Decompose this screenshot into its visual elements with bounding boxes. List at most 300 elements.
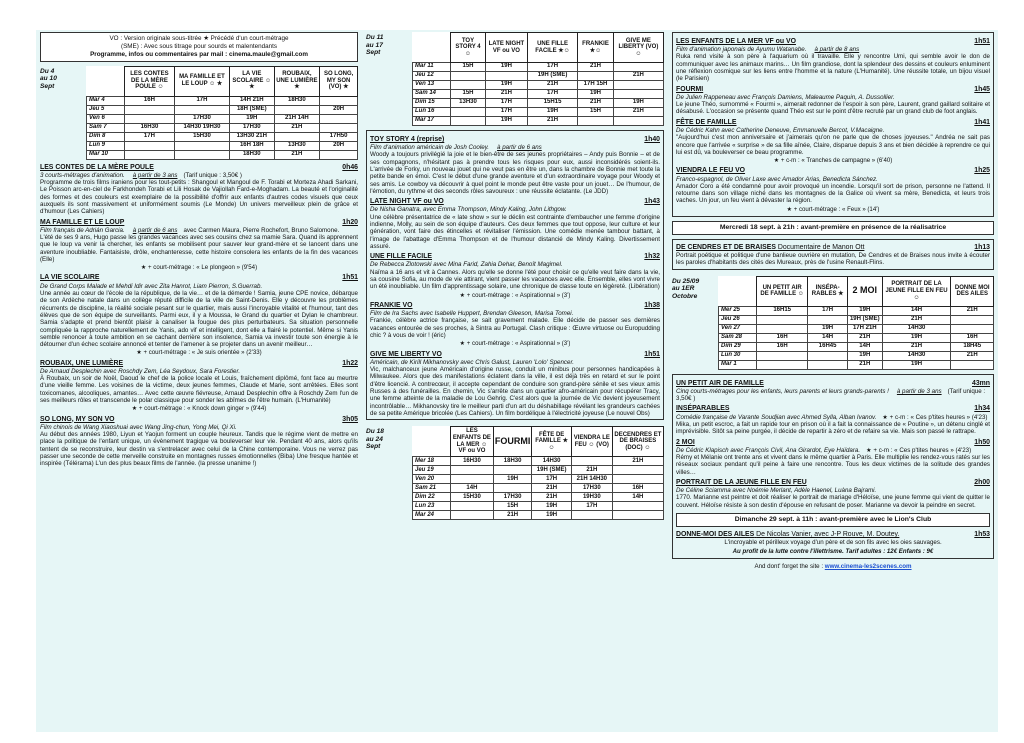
film-title: FRANKIE VO xyxy=(370,301,413,309)
showtime-cell: 20H xyxy=(320,105,358,114)
website-link[interactable]: www.cinema-les2scenes.com xyxy=(824,562,912,570)
legend-box xyxy=(40,32,358,62)
showtime-cell: 13H30 xyxy=(451,99,486,108)
day-cell: Sam 28 xyxy=(719,333,757,342)
film-duration: 43mn xyxy=(971,379,990,387)
film-extra: (Tarif unique : 3,50€ ) xyxy=(183,171,242,179)
showtime-cell xyxy=(274,132,320,141)
film-column-header: GIVE ME LIBERTY (VO) ☺ xyxy=(613,33,663,63)
showtime-cell xyxy=(613,81,663,90)
film-entry xyxy=(40,274,358,356)
film-duration: 1h32 xyxy=(644,253,660,261)
film-description: Amador Coro a été condamné pour avoir provoqué un incendie. Lorsqu'il sort de prison, personne ne l'attend. Il retourne dans son village niché dans les montagnes de la Galice où vivent sa mère, Benedicta, et leurs trois vaches. Un jour, un feu vient à dévaster la région. xyxy=(676,182,990,205)
film-subtitle: Film français de Adrián Garcia. xyxy=(40,226,125,234)
showtime-cell: 16H xyxy=(757,333,808,342)
film-credits xyxy=(40,424,358,431)
showtime-cell: 19H xyxy=(230,114,275,123)
showtime-cell: 14H30 xyxy=(532,457,571,466)
films-box-middle xyxy=(366,130,664,420)
film-header xyxy=(676,167,990,175)
film-description: L'incroyable et périlleux voyage d'un père et de son fils avec les oies sauvages. xyxy=(724,539,942,547)
day-cell: Sam 21 xyxy=(413,484,451,493)
film-header xyxy=(676,380,990,388)
film-column-header: LES CONTES DE LA MÈRE POULE ☺ xyxy=(125,66,175,96)
schedule-row xyxy=(413,466,664,475)
film-description: Programme de trois films iraniens pour les tout-petits : Shangoul et Mangoul de F. Torabi et Morteza Ahadi Sarkani, Le Poisson arc-en-ciel de Farkhondeh Torabi et Lili Hosak de Vajiollah Fard-e-Moghadam. La beauté et l'originalité des formes et des couleurs est exemplaire de la possibilité d'offrir aux enfants d'autres codes visuels que ceux auxquels ils sont massivement et uniformément soumis (Le Monde) Un univers merveilleux plein de grâce et d'humour (Les Cahiers) xyxy=(40,179,358,216)
schedule-row xyxy=(719,360,994,369)
footer xyxy=(672,563,994,570)
film-entry xyxy=(370,253,660,299)
showtime-cell: 21H xyxy=(847,333,882,342)
film-duration: 1h50 xyxy=(974,438,990,446)
showtime-cell xyxy=(451,81,486,90)
schedule-week-3 xyxy=(366,426,664,520)
showtime-cell: 15H30 xyxy=(174,132,229,141)
showtime-cell: 14H 21H xyxy=(230,96,275,105)
film-column-header: MA FAMILLE ET LE LOUP ☺ ★ xyxy=(174,66,229,96)
schedule-row xyxy=(413,457,664,466)
day-cell: Mar 1 xyxy=(719,360,757,369)
film-column-header: FÊTE DE FAMILLE ★☺ xyxy=(532,427,571,457)
schedule-table xyxy=(86,66,358,160)
showtime-cell: 17H50 xyxy=(320,132,358,141)
schedule-row xyxy=(413,484,664,493)
film-title: LES CONTES DE LA MÈRE POULE xyxy=(40,163,154,171)
day-cell: Ven 20 xyxy=(413,475,451,484)
showtime-cell: 21H xyxy=(578,63,614,72)
age-rating: à partir de 6 ans xyxy=(497,144,542,152)
films-box-right-bottom xyxy=(672,374,994,559)
showtime-cell: 16H30 xyxy=(125,123,175,132)
showtime-cell: 16H15 xyxy=(757,306,808,315)
film-extra: ★ + c-m : « Ces p'tites heures » (4'23) xyxy=(866,446,972,454)
film-description: À Roubaix, un soir de Noël, Daoud le chef de la police locale et Louis, fraîchement diplômé, font face au meurtre d'une vieille femme. Les voisines de la victime, deux jeunes femmes, Claude et Marie, sont arrêtées. Elles sont toxicomanes, alcooliques, amantes… Avec cette œuvre fiévreuse, Arnaud Desplechin offre à Roschdy Zem l'un de ses meilleurs rôles et transcende le polar classique pour sonder les abîmes de l'être humain. (L'Humanité) xyxy=(40,375,358,405)
film-description: Le jeune Théo, surnommé « Fourmi », aimerait redonner de l'espoir à son père, Laurent, grand gaillard solitaire et désabusé. L'occasion se présente quand Théo est sur le point d'être recruté par un grand club de foot anglais. xyxy=(676,101,990,116)
film-extra: (Tarif unique : 3,50€ ) xyxy=(676,387,986,403)
film-header xyxy=(40,164,358,172)
showtime-cell: 16H xyxy=(951,333,994,342)
film-header xyxy=(676,119,990,127)
short-film-note: ★ + court-métrage : « Le plongeon » (9'54) xyxy=(140,264,258,272)
showtime-cell xyxy=(451,475,494,484)
showtime-cell: 19H xyxy=(847,351,882,360)
film-credits xyxy=(370,206,660,213)
film-entry xyxy=(370,136,660,195)
film-column-header: PORTRAIT DE LA JEUNE FILLE EN FEU ☺ xyxy=(882,276,951,306)
film-title: TOY STORY 4 (reprise) xyxy=(370,136,445,143)
legend-line-vo: VO : Version originale sous-titrée ★ Précédé d'un court-métrage xyxy=(109,35,289,42)
film-header xyxy=(40,219,358,227)
showtime-cell: 14H xyxy=(612,493,663,502)
film-description: Vic, malchanceux jeune Américain d'origine russe, conduit un minibus pour personnes handicapées à Milwaukee. Alors que des manifestations éclatent dans la ville, il est déjà très en retard et sur le point d'être licencié. A contrecœur, il accepte cependant de conduire son grand-père sénile et ses vieux amis Russes à des funérailles. En chemin, Vic s'arrête dans un quartier afro-américain pour récupérer Tracy, une femme atteinte de la maladie de Lou Gehrig. C'est alors que la journée de Vic devient joyeusement incontrôlable… Mikhanovsky tire le meilleur parti d'un art du déshabillage révélant les grandeurs cachées de sa petite Amérique bricolée (Les Cahiers). Un film bordélique à l'électricité joyeuse (Le nouvel Obs) xyxy=(370,365,660,417)
film-duration: 1h38 xyxy=(644,301,660,309)
schedule-row xyxy=(87,114,358,123)
schedule-row xyxy=(719,315,994,324)
showtime-cell xyxy=(613,63,663,72)
schedule-row xyxy=(87,105,358,114)
showtime-cell: 21H xyxy=(274,123,320,132)
film-duration: 1h20 xyxy=(342,218,358,226)
film-entry xyxy=(40,164,358,216)
film-subtitle: Film d'animation japonais de Ayumu Watanabe. xyxy=(676,46,807,54)
week-label: Du 11 au 17 Sept xyxy=(366,34,384,57)
showtime-cell xyxy=(757,360,808,369)
showtime-cell: 17H xyxy=(486,99,528,108)
film-column-header: UNE FILLE FACILE ★☺ xyxy=(527,33,577,63)
film-description: Mika, un petit escroc, a fait un rapide tour en prison où il a fait la connaissance de « Poutine », un détenu cinglé et imprévisible. Sitôt sa peine purgée, il décide de repartir à zéro et de refaire sa vie. Mais son passé le rattrape. xyxy=(676,420,990,436)
showtime-cell xyxy=(808,360,848,369)
film-duration: 1h45 xyxy=(974,85,990,93)
film-column-header: FOURMI xyxy=(493,427,532,457)
showtime-cell xyxy=(274,105,320,114)
film-header xyxy=(370,351,660,359)
film-subtitle: Franco-espagnol, de Oliver Laxe avec Amador Arias, Benedicta Sánchez. xyxy=(676,175,878,183)
film-description: Frankie, célèbre actrice française, se sait gravement malade. Elle décide de passer ses dernières vacances entourée de ses proches, à Sintra au Portugal. Clash critique : Œuvre virtuose ou Europudding chic ? à vous de voir ! (éric) xyxy=(370,317,660,339)
showtime-cell: 18H30 xyxy=(274,96,320,105)
showtime-cell: 21H xyxy=(882,342,951,351)
age-rating: à partir de 6 ans xyxy=(132,226,178,234)
film-subtitle: 3 courts-métrages d'animation. xyxy=(40,171,125,179)
film-entry xyxy=(676,86,990,116)
showtime-cell xyxy=(451,502,494,511)
film-duration: 1h41 xyxy=(974,118,990,126)
film-subtitle: Comédie française de Varante Soudjian avec Ahmed Sylla, Alban Ivanov. xyxy=(676,413,877,421)
film-entry xyxy=(676,479,990,509)
film-credits xyxy=(40,227,358,234)
day-cell: Dim 29 xyxy=(719,342,757,351)
film-credits xyxy=(370,359,660,366)
showtime-cell: 21H xyxy=(486,90,528,99)
showtime-cell xyxy=(451,466,494,475)
day-cell: Jeu 12 xyxy=(413,72,451,81)
day-cell: Mar 24 xyxy=(413,511,451,520)
film-duration: 1h40 xyxy=(644,136,660,143)
film-subtitle: De Grand Corps Malade et Mehdi Idir avec Zita Hanrot, Liam Pierron, S.Guerrab. xyxy=(40,282,263,290)
week-label: Du 4 au 10 Sept xyxy=(40,67,57,90)
showtime-cell: 19H xyxy=(532,502,571,511)
day-cell: Dim 22 xyxy=(413,493,451,502)
schedule-row xyxy=(719,342,994,351)
showtime-cell: 16H xyxy=(125,96,175,105)
film-column-header: ROUBAIX, UNE LUMIÈRE ★ xyxy=(274,66,320,96)
film-title: DONNE-MOI DES AILES xyxy=(676,531,755,539)
film-subtitle: De Cédric Kahn avec Catherine Deneuve, Emmanuelle Bercot, V.Macaigne. xyxy=(676,126,885,134)
film-list-right-top xyxy=(676,38,990,213)
showtime-cell: 15H xyxy=(578,108,614,117)
film-column-header: LES ENFANTS DE LA MER ☺ VF ou VO xyxy=(451,427,494,457)
film-subtitle: Film chinois de Wang Xiaoshuai avec Wang Jing-chun, Yong Mei, Qi Xi. xyxy=(40,423,237,431)
showtime-cell xyxy=(612,511,663,520)
film-duration: 1h13 xyxy=(974,243,990,251)
showtime-cell: 19H xyxy=(486,81,528,90)
film-title: PORTRAIT DE LA JEUNE FILLE EN FEU xyxy=(676,478,807,486)
corner-cell xyxy=(719,276,757,306)
age-rating: à partir de 3 ans xyxy=(896,387,942,395)
schedule-row xyxy=(413,63,664,72)
showtime-cell: 21H xyxy=(532,493,571,502)
short-film-note: ★ + c-m : « Tranches de campagne » (6'40) xyxy=(773,157,893,165)
showtime-cell: 21H xyxy=(527,117,577,126)
schedule-row xyxy=(87,123,358,132)
showtime-cell: 19H (SME) xyxy=(847,315,882,324)
showtime-cell: 21H xyxy=(493,511,532,520)
film-credits xyxy=(676,447,990,454)
film-header xyxy=(676,244,990,252)
age-rating: à partir de 8 ans xyxy=(814,46,860,54)
film-credits xyxy=(40,172,358,179)
schedule-row xyxy=(87,132,358,141)
showtime-cell: 19H xyxy=(493,475,532,484)
showtime-cell xyxy=(320,96,358,105)
showtime-cell xyxy=(320,123,358,132)
film-title: FÊTE DE FAMILLE xyxy=(676,118,737,126)
showtime-cell xyxy=(174,141,229,150)
showtime-cell xyxy=(320,150,358,159)
film-title: LA VIE SCOLAIRE xyxy=(40,274,100,282)
showtime-cell: 15H30 xyxy=(451,493,494,502)
film-duration: 1h34 xyxy=(974,405,990,413)
showtime-cell xyxy=(612,475,663,484)
showtime-cell: 15H xyxy=(451,63,486,72)
day-cell: Sam 7 xyxy=(87,123,125,132)
showtime-cell: 16H30 xyxy=(451,457,494,466)
showtime-cell: 19H xyxy=(882,360,951,369)
showtime-cell xyxy=(451,108,486,117)
showtime-cell: 16H45 xyxy=(808,342,848,351)
film-column-header: LA VIE SCOLAIRE ☺ ★ xyxy=(230,66,275,96)
film-duration: 3h05 xyxy=(342,415,358,423)
showtime-cell: 13H30 21H xyxy=(230,132,275,141)
film-title: UNE FILLE FACILE xyxy=(370,253,433,261)
schedule-row xyxy=(413,81,664,90)
film-header xyxy=(370,253,660,261)
showtime-cell: 16H xyxy=(757,342,808,351)
showtime-cell xyxy=(613,117,663,126)
showtime-cell: 17H30 xyxy=(174,114,229,123)
showtime-cell xyxy=(571,457,612,466)
film-subtitle: Documentaire de Manon Ott xyxy=(777,243,865,251)
showtime-cell xyxy=(613,90,663,99)
film-subtitle: Film d'animation américain de Josh Cooley. xyxy=(370,144,490,152)
schedule-row xyxy=(413,108,664,117)
film-column-header: SO LONG, MY SON (VO) ★ xyxy=(320,66,358,96)
showtime-cell xyxy=(451,117,486,126)
day-cell: Dim 15 xyxy=(413,99,451,108)
film-title: MA FAMILLE ET LE LOUP xyxy=(40,218,125,226)
column-middle xyxy=(366,32,664,730)
day-cell: Lun 9 xyxy=(87,141,125,150)
day-cell: Mer 18 xyxy=(413,457,451,466)
film-list-left xyxy=(40,164,358,468)
day-cell: Mer 25 xyxy=(719,306,757,315)
film-duration: 2h00 xyxy=(974,478,990,486)
showtime-cell: 14H30 19H30 xyxy=(174,123,229,132)
column-left xyxy=(40,32,358,730)
film-credits xyxy=(676,46,990,53)
film-duration: 1h43 xyxy=(644,198,660,206)
corner-cell xyxy=(413,33,451,63)
film-duration: 1h51 xyxy=(644,350,660,358)
film-entry xyxy=(676,119,990,165)
showtime-cell: 15H xyxy=(493,502,532,511)
film-title: INSÉPARABLES xyxy=(676,405,730,413)
film-credits xyxy=(40,283,358,290)
film-description: Naïma a 16 ans et vit à Cannes. Alors qu'elle se donne l'été pour choisir ce qu'elle veut faire dans la vie, sa cousine Sofia, au mode de vie attirant, vient passer les vacances avec elle. Ensemble, elles vont vivre un été inoubliable. Un film d'apprentissage solaire, une chronique de classe toute en légèreté. (Libération) xyxy=(370,268,660,291)
showtime-cell: 17H30 xyxy=(230,123,275,132)
showtime-cell: 21H xyxy=(532,484,571,493)
film-column-header: 2 MOI xyxy=(847,276,882,306)
film-credits xyxy=(40,368,358,375)
short-film-note: ★ + court-métrage : « Je suis orientée » (2'33) xyxy=(136,349,262,357)
legend-line-sme: (SME) : Avec sous titrage pour sourds et malentendants xyxy=(121,42,277,50)
showtime-cell: 14H xyxy=(451,484,494,493)
showtime-cell: 20H xyxy=(320,141,358,150)
film-header xyxy=(370,198,660,206)
film-title: GIVE ME LIBERTY VO xyxy=(370,350,442,358)
showtime-cell: 19H xyxy=(532,511,571,520)
showtime-cell xyxy=(951,324,994,333)
day-cell: Mar 10 xyxy=(87,150,125,159)
film-column-header: UN PETIT AIR DE FAMILLE ☺ xyxy=(757,276,808,306)
schedule-week-1 xyxy=(40,66,358,160)
film-header xyxy=(676,86,990,94)
film-header xyxy=(676,439,990,447)
corner-cell xyxy=(413,427,451,457)
showtime-cell xyxy=(571,511,612,520)
showtime-cell xyxy=(174,105,229,114)
showtime-cell: 21H xyxy=(571,466,612,475)
film-duration: 1h51 xyxy=(974,38,990,45)
age-rating: à partir de 3 ans xyxy=(132,171,178,179)
braises-box xyxy=(672,239,994,270)
showtime-cell xyxy=(612,466,663,475)
film-title: LATE NIGHT VF ou VO xyxy=(370,198,444,206)
showtime-cell: 19H (SME) xyxy=(527,72,577,81)
showtime-cell xyxy=(578,117,614,126)
short-film-note: ★ + court-métrage : « Aspirationnal » (3') xyxy=(459,340,571,348)
film-entry xyxy=(40,360,358,413)
film-column-header: FRANKIE ★☺ xyxy=(578,33,614,63)
showtime-cell xyxy=(486,72,528,81)
showtime-cell xyxy=(578,72,614,81)
film-title: DE CENDRES ET DE BRAISES xyxy=(676,243,776,251)
schedule-row xyxy=(719,333,994,342)
legend-line-contact: Programme, infos ou commentaires par mail : cinema.maule@gmail.com xyxy=(90,50,308,58)
film-header xyxy=(676,531,990,539)
footer-text: And dont' forget the site : xyxy=(754,562,825,570)
showtime-cell: 17H30 xyxy=(571,484,612,493)
showtime-cell xyxy=(125,114,175,123)
corner-cell xyxy=(87,66,125,96)
film-credits xyxy=(370,144,660,151)
showtime-cell: 17H 15H xyxy=(578,81,614,90)
showtime-cell: 21H xyxy=(578,99,614,108)
showtime-cell xyxy=(493,466,532,475)
showtime-cell: 19H xyxy=(882,333,951,342)
film-column-header: LATE NIGHT VF ou VO xyxy=(486,33,528,63)
showtime-cell: 19H (SME) xyxy=(532,466,571,475)
showtime-cell: 18H (SME) xyxy=(230,105,275,114)
day-cell: Ven 27 xyxy=(719,324,757,333)
film-credits xyxy=(370,261,660,268)
film-description: "Aujourd'hui c'est mon anniversaire et j'aimerais qu'on ne parle que de choses joyeuses." Andréa ne sait pas encore que l'arrivée « surprise » de sa fille aînée, Claire, disparue depuis 3 ans et bien décidée à reprendre ce qui lui est dû, va bouleverser ce beau programme. xyxy=(676,134,990,156)
showtime-cell: 15H xyxy=(451,90,486,99)
schedule-row xyxy=(719,306,994,315)
film-duration: 0h46 xyxy=(342,163,358,171)
showtime-cell: 19H xyxy=(578,90,614,99)
film-subtitle: De Rebecca Zlotowski avec Mina Farid, Zahia Dehar, Benoît Magimel. xyxy=(370,261,563,269)
film-entry xyxy=(676,439,990,476)
film-subtitle: De Céline Sciamma avec Noémie Merlant, Adèle Haenel, Luàna Bajrami. xyxy=(676,487,877,495)
schedule-week-2 xyxy=(366,32,664,126)
film-title: 2 MOI xyxy=(676,438,695,446)
showtime-cell: 21H 14H30 xyxy=(571,475,612,484)
showtime-cell: 21H xyxy=(527,81,577,90)
showtime-cell: 21H xyxy=(613,72,663,81)
price-info: Au profit de la lutte contre l'illettrisme. Tarif adultes : 12€ Enfants : 9€ xyxy=(732,547,934,555)
film-extra: ★ + c-m : « Ces p'tites heures » (4'23) xyxy=(882,413,988,421)
film-credits xyxy=(676,94,990,101)
showtime-cell: 14H xyxy=(808,333,848,342)
showtime-cell: 17H xyxy=(174,96,229,105)
showtime-cell: 17H xyxy=(486,108,528,117)
showtime-cell: 17H xyxy=(527,63,577,72)
schedule-table xyxy=(718,276,994,370)
schedule-row xyxy=(413,511,664,520)
film-entry xyxy=(370,198,660,250)
showtime-cell: 21H xyxy=(274,150,320,159)
showtime-cell: 21H 14H xyxy=(274,114,320,123)
showtime-cell: 18H30 xyxy=(230,150,275,159)
showtime-cell: 13H30 xyxy=(274,141,320,150)
film-subtitle: Américain, de Kirill Mikhanovsky avec Chris Galust, Lauren 'Lolo' Spencer. xyxy=(370,358,575,366)
film-entry xyxy=(676,405,990,435)
schedule-table xyxy=(412,32,664,126)
showtime-cell xyxy=(808,351,848,360)
film-header xyxy=(370,136,660,144)
showtime-cell xyxy=(951,315,994,324)
showtime-cell: 14H xyxy=(847,342,882,351)
cinema-program-page xyxy=(36,30,998,732)
showtime-cell: 21H xyxy=(951,306,994,315)
film-list-right-bottom xyxy=(676,380,990,509)
showtime-cell: 17H30 xyxy=(493,493,532,502)
film-credits xyxy=(676,388,990,403)
film-header xyxy=(40,416,358,424)
film-entry xyxy=(370,351,660,418)
film-header xyxy=(676,405,990,413)
showtime-cell: 19H xyxy=(847,306,882,315)
showtime-cell xyxy=(612,502,663,511)
film-description: Portrait poétique et politique d'une banlieue ouvrière en mutation, De Cendres et de Braises nous invite à écouter les paroles d'habitants des cités des Mureaux, près de l'usine Renault-Flins. xyxy=(676,252,990,267)
showtime-cell: 21H xyxy=(847,360,882,369)
film-title: VIENDRA LE FEU VO xyxy=(676,167,746,175)
avant-premiere-banner-1: Mercredi 18 sept. à 21h : avant-première en présence de la réalisatrice xyxy=(672,221,994,235)
showtime-cell xyxy=(757,324,808,333)
day-cell: Dim 8 xyxy=(87,132,125,141)
day-cell: Lun 23 xyxy=(413,502,451,511)
film-description: Woody a toujours privilégié la joie et le bien-être de ses jeunes propriétaires – Andy puis Bonnie – et de ses compagnons, n'hésitant pas à prendre tous les risques pour eux, aussi inconsidérés soient-ils. L'arrivée de Forky, un nouveau jouet qui ne veut pas en être un, dans la chambre de Bonnie met toute la petite bande en émoi. C'est le début d'une grande aventure et d'un extraordinaire voyage pour Woody et ses amis. Le cowboy va découvrir à quel point le monde peut être vaste pour un jouet… De l'humour, de l'émotion, du rythme et des seconds rôles savoureux : une réussite éclatante. (Le JDD) xyxy=(370,151,660,196)
showtime-cell: 18H45 xyxy=(951,342,994,351)
film-entry xyxy=(676,38,990,83)
day-cell: Mar 11 xyxy=(413,63,451,72)
showtime-cell xyxy=(125,141,175,150)
film-entry xyxy=(40,416,358,468)
film-subtitle: Film de Ira Sachs avec Isabelle Huppert, Brendan Gleeson, Marisa Tomei. xyxy=(370,310,574,318)
film-description: Rémy et Mélanie ont trente ans et vivent dans le même quartier à Paris. Elle multiplie les rendez-vous ratés sur les réseaux sociaux pendant qu'il peine à faire une rencontre. Tous les deux victimes de la solitude des grandes villes… xyxy=(676,454,990,476)
film-entry xyxy=(370,302,660,348)
film-header xyxy=(40,274,358,282)
